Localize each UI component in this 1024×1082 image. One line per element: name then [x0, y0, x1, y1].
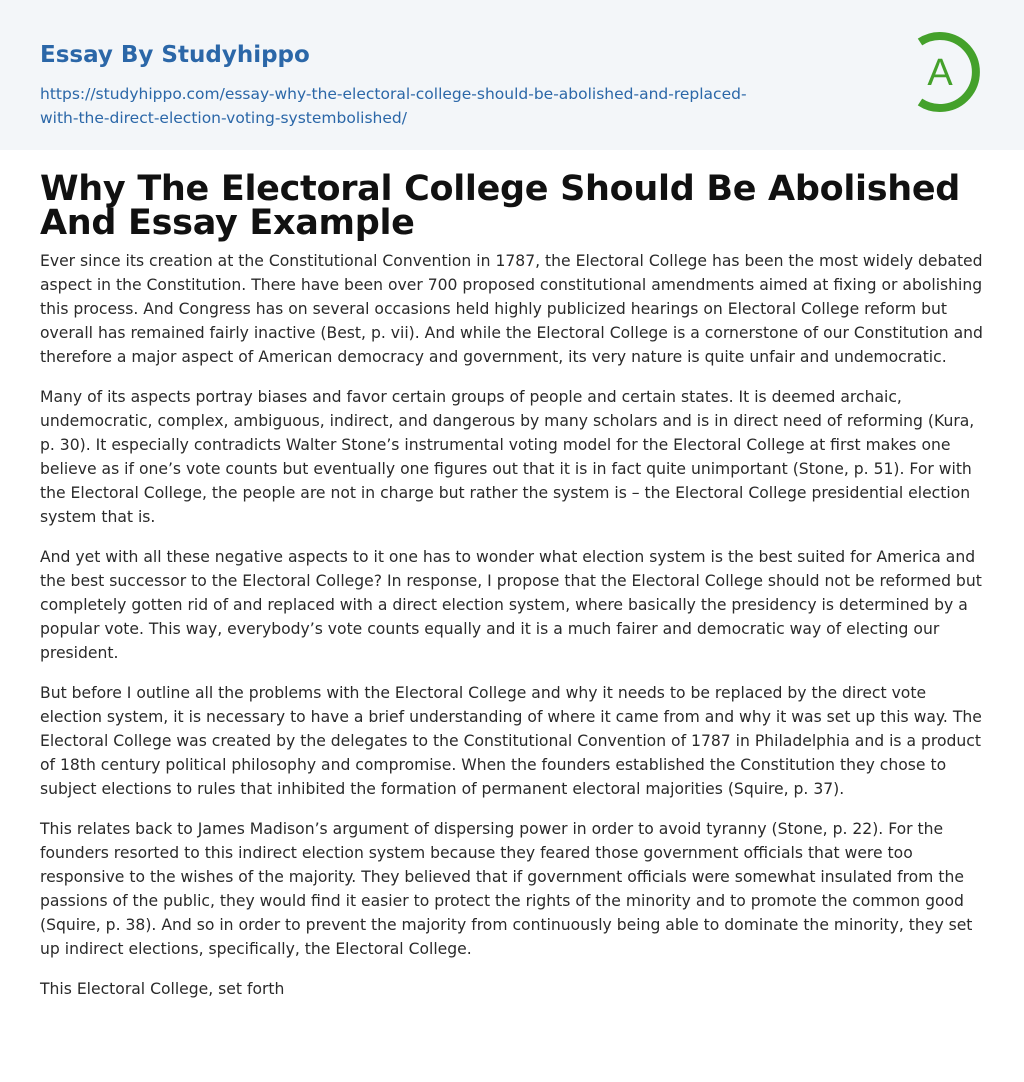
paragraph-2: Many of its aspects portray biases and favor certain groups of people and certain states. It is deemed archaic, undemocratic, complex, ambiguous, indirect, and dangerous by many scholars and is in direct need of reforming (Kura, p. 30). It especially contradicts Walter Stone’s instrumental voting model for the Electoral College at first makes one believe as if one’s vote counts but eventually one figures out that it is in fact quite unimportant (Stone, p. 51). For with the Electoral College, the people are not in charge but rather the system is – the Electoral College presidential election system that is. — [40, 388, 975, 526]
url-line-2: with-the-direct-election-voting-systembolished/ — [40, 109, 407, 127]
article-title: Why The Electoral College Should Be Abolished And Essay Example — [40, 169, 961, 243]
site-brand[interactable]: Essay By Studyhippo — [40, 42, 310, 68]
logo-letter: A — [927, 52, 953, 94]
site-header — [0, 0, 1024, 150]
paragraph-5: This relates back to James Madison’s argument of dispersing power in order to avoid tyranny (Stone, p. 22). For the founders resorted to this indirect election system because they feared those government officials that were too responsive to the wishes of the majority. They believed that if government officials were somewhat insulated from the passions of the public, they would find it easier to protect the rights of the minority and to promote the common good (Squire, p. 38). And so in order to prevent the majority from continuously being able to dominate the minority, they set up indirect elections, specifically, the Electoral College. — [40, 820, 973, 958]
paragraph-1: Ever since its creation at the Constitutional Convention in 1787, the Electoral College has been the most widely debated aspect in the Constitution. There have been over 700 proposed constitutional amendments aimed at fixing or abolishing this process. And Congress has on several occasions held highly publicized hearings on Electoral College reform but overall has remained fairly inactive (Best, p. vii). And while the Electoral College is a cornerstone of our Constitution and therefore a major aspect of American democracy and government, its very nature is quite unfair and undemocratic. — [40, 252, 983, 366]
essay-url-link[interactable] — [40, 82, 820, 130]
url-line-1: https://studyhippo.com/essay-why-the-electoral-college-should-be-abolished-and-replaced- — [40, 85, 747, 103]
article-body — [40, 249, 988, 1017]
paragraph-3: And yet with all these negative aspects to it one has to wonder what election system is the best suited for America and the best successor to the Electoral College? In response, I propose that the Electoral College should not be reformed but completely gotten rid of and replaced with a direct election system, where basically the presidency is determined by a popular vote. This way, everybody’s vote counts equally and it is a much fairer and democratic way of electing our president. — [40, 548, 982, 662]
paragraph-6: This Electoral College, set forth — [40, 980, 285, 998]
studyhippo-logo-icon[interactable] — [906, 28, 990, 116]
paragraph-4: But before I outline all the problems with the Electoral College and why it needs to be replaced by the direct vote election system, it is necessary to have a brief understanding of where it came from and why it was set up this way. The Electoral College was created by the delegates to the Constitutional Convention of 1787 in Philadelphia and is a product of 18th century political philosophy and compromise. When the founders established the Constitution they chose to subject elections to rules that inhibited the formation of permanent electoral majorities (Squire, p. 37). — [40, 684, 982, 798]
